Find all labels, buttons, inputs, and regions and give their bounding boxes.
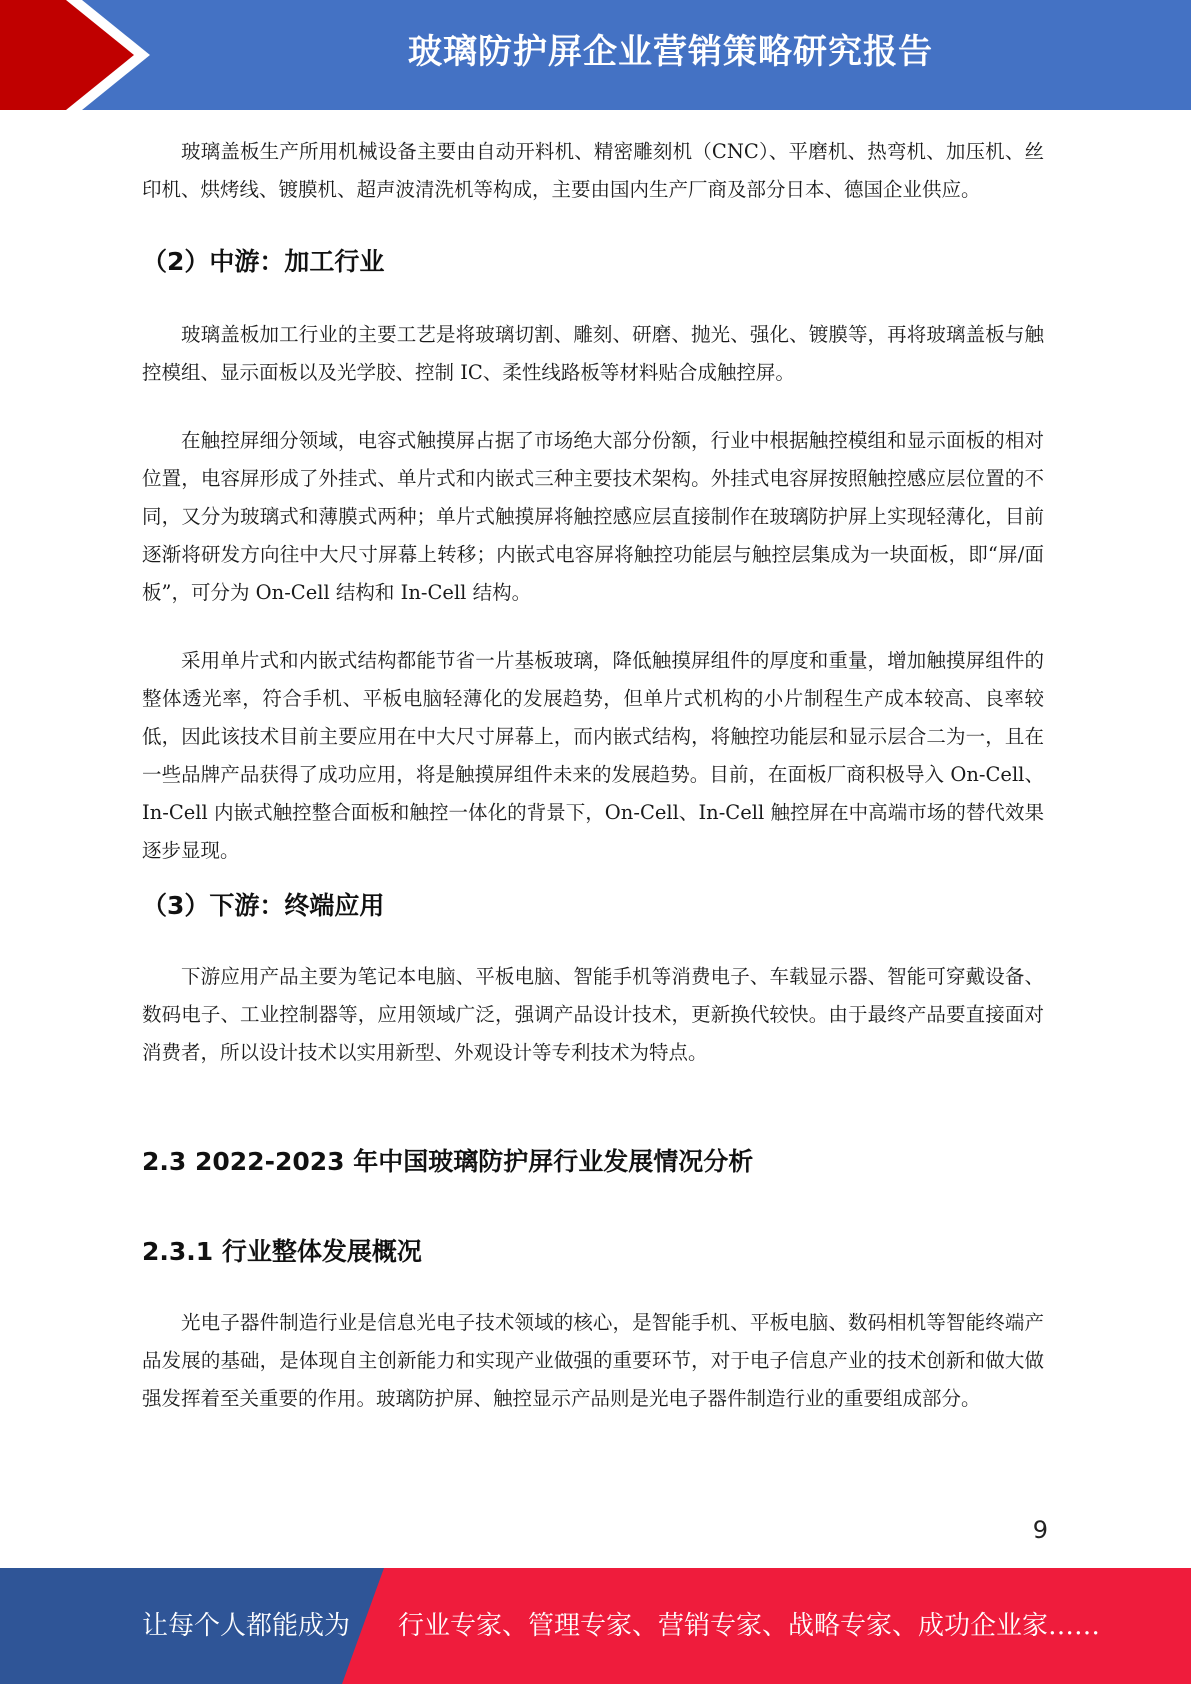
heading-downstream: （3）下游：终端应用 — [142, 891, 385, 920]
section-heading-2-3: 2.3 2022-2023 年中国玻璃防护屏行业发展情况分析 — [142, 1147, 754, 1176]
heading-midstream: （2）中游：加工行业 — [142, 247, 385, 276]
section-heading-2-3-1: 2.3.1 行业整体发展概况 — [142, 1237, 422, 1266]
paragraph-in-cell-trend: 采用单片式和内嵌式结构都能节省一片基板玻璃，降低触摸屏组件的厚度和重量，增加触摸屏组件的整体透光率，符合手机、平板电脑轻薄化的发展趋势，但单片式机构的小片制程生产成本较高、良率较低，因此该技术目前主要应用在中大尺寸屏幕上，而内嵌式结构，将触控功能层和显示层合二为一，且在一些品牌产品获得了成功应用，将是触摸屏组件未来的发展趋势。目前，在面板厂商积极导入 On-Cell、In-Cell 内嵌式触控整合面板和触控一体化的背景下，On-Cell、In-Cell 触控屏在中高端市场的替代效果逐步显现。 — [142, 649, 1044, 862]
paragraph-applications: 下游应用产品主要为笔记本电脑、平板电脑、智能手机等消费电子、车载显示器、智能可穿戴设备、数码电子、工业控制器等，应用领域广泛，强调产品设计技术，更新换代较快。由于最终产品要直接面对消费者，所以设计技术以实用新型、外观设计等专利技术为特点。 — [142, 965, 1044, 1064]
page-footer — [0, 1568, 1191, 1684]
document-title: 玻璃防护屏企业营销策略研究报告 — [408, 32, 933, 72]
footer-slogan-left: 让每个人都能成为 — [142, 1611, 351, 1641]
footer-slogan-right: 行业专家、管理专家、营销专家、战略专家、成功企业家…… — [398, 1611, 1101, 1641]
paragraph-touch-architecture: 在触控屏细分领域，电容式触摸屏占据了市场绝大部分份额，行业中根据触控模组和显示面板的相对位置，电容屏形成了外挂式、单片式和内嵌式三种主要技术架构。外挂式电容屏按照触控感应层位置的不同，又分为玻璃式和薄膜式两种；单片式触摸屏将触控感应层直接制作在玻璃防护屏上实现轻薄化，目前逐渐将研发方向往中大尺寸屏幕上转移；内嵌式电容屏将触控功能层与触控层集成为一块面板，即“屏/面板”，可分为 On-Cell 结构和 In-Cell 结构。 — [142, 429, 1044, 604]
paragraph-processing: 玻璃盖板加工行业的主要工艺是将玻璃切割、雕刻、研磨、抛光、强化、镀膜等，再将玻璃盖板与触控模组、显示面板以及光学胶、控制 IC、柔性线路板等材料贴合成触控屏。 — [142, 323, 1044, 384]
page-content — [142, 133, 1044, 1418]
page-header — [0, 0, 1191, 110]
paragraph-equipment: 玻璃盖板生产所用机械设备主要由自动开料机、精密雕刻机（CNC）、平磨机、热弯机、加压机、丝印机、烘烤线、镀膜机、超声波清洗机等构成，主要由国内生产厂商及部分日本、德国企业供应。 — [142, 140, 1044, 201]
paragraph-industry-overview: 光电子器件制造行业是信息光电子技术领域的核心，是智能手机、平板电脑、数码相机等智能终端产品发展的基础，是体现自主创新能力和实现产业做强的重要环节，对于电子信息产业的技术创新和做大做强发挥着至关重要的作用。玻璃防护屏、触控显示产品则是光电子器件制造行业的重要组成部分。 — [142, 1311, 1044, 1410]
page-number: 9 — [1032, 1516, 1048, 1544]
